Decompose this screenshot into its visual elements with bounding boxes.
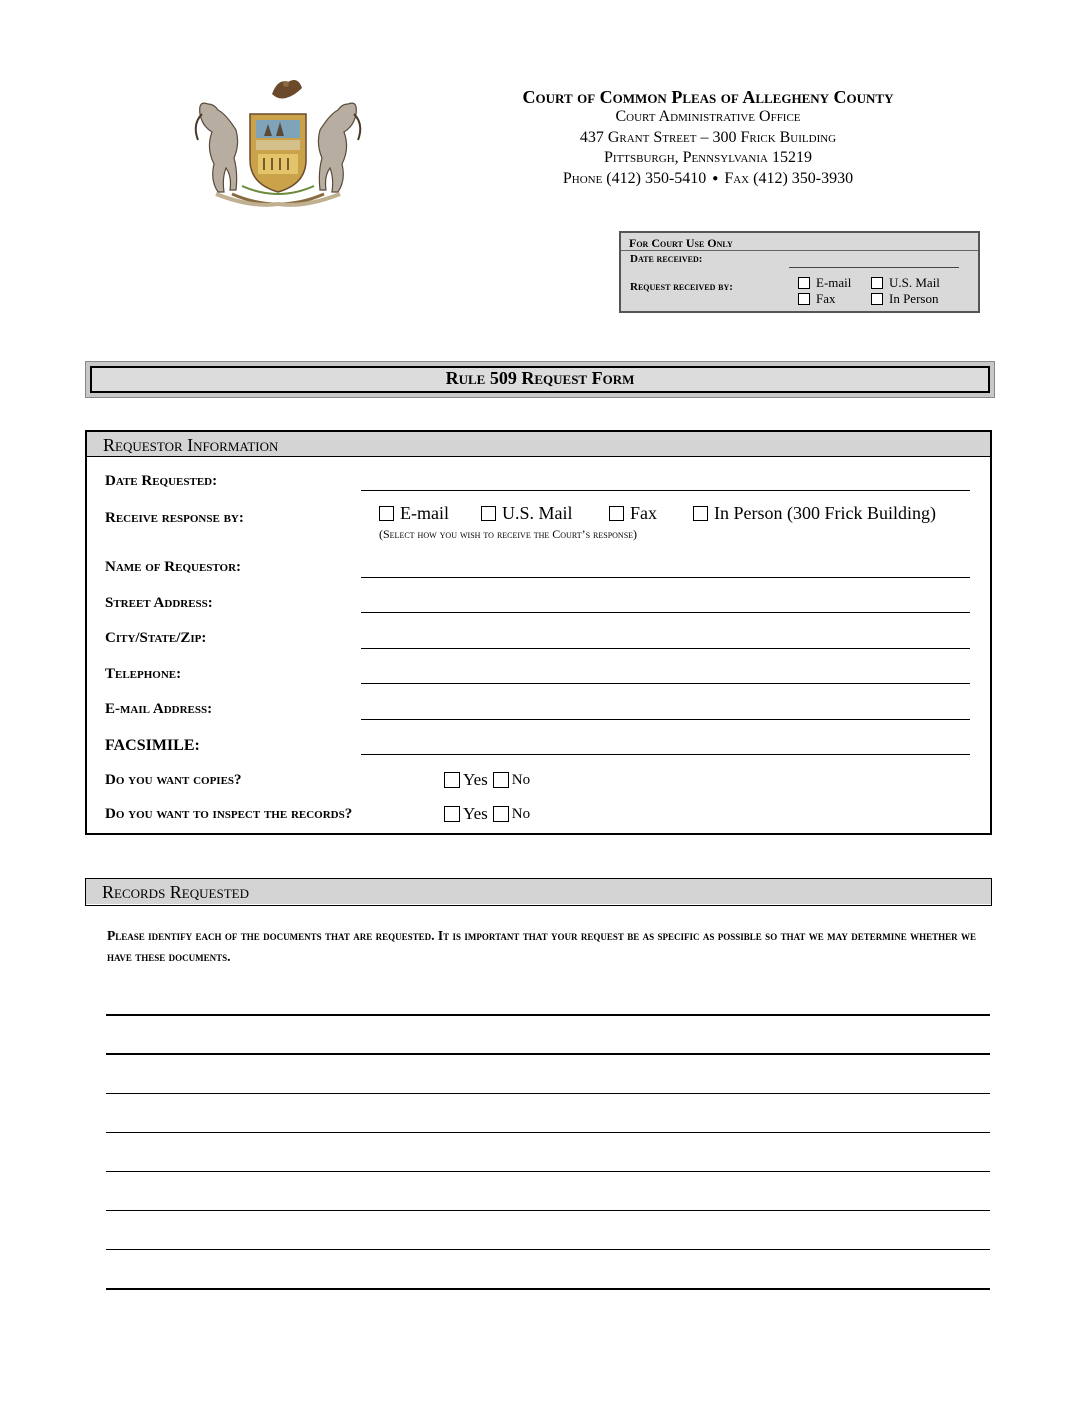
court-use-box (619, 231, 980, 313)
court-fax: Fax (412) 350-3930 (724, 170, 854, 187)
inspect-yes-checkbox[interactable] (444, 806, 460, 822)
fax-field[interactable] (361, 754, 970, 755)
court-option-fax[interactable]: Fax (798, 291, 836, 307)
form-title-bar (85, 361, 995, 398)
request-received-label: Request received by: (630, 281, 733, 293)
court-use-divider (621, 250, 978, 251)
checkbox[interactable] (798, 293, 810, 305)
copies-label: Do you want copies? (105, 772, 242, 788)
name-label: Name of Requestor: (105, 559, 242, 575)
checkbox[interactable] (481, 506, 496, 521)
form-title: Rule 509 Request Form (445, 368, 635, 388)
receive-response-label: Receive response by: (105, 510, 244, 526)
copies-yes-label: Yes (463, 770, 488, 789)
inspect-options (444, 804, 530, 824)
record-line[interactable] (106, 1093, 990, 1094)
record-line[interactable] (106, 1014, 990, 1016)
name-field[interactable] (361, 577, 970, 578)
records-heading: Records Requested (102, 882, 249, 902)
record-line[interactable] (106, 1210, 990, 1211)
court-phone: Phone (412) 350-5410 (562, 170, 707, 187)
date-requested-field[interactable] (361, 490, 970, 491)
email-label: E-mail Address: (105, 701, 213, 717)
requestor-heading: Requestor Information (103, 435, 279, 455)
court-city: Pittsburgh, Pennsylvania 15219 (604, 149, 812, 166)
email-field[interactable] (361, 719, 970, 720)
court-contact (400, 171, 1016, 187)
court-use-title: For Court Use Only (629, 236, 733, 250)
records-heading-box (85, 878, 992, 906)
requestor-heading-bar (87, 432, 990, 457)
date-requested-label: Date Requested: (105, 473, 218, 489)
city-label: City/State/Zip: (105, 630, 207, 646)
checkbox[interactable] (693, 506, 708, 521)
record-line[interactable] (106, 1249, 990, 1250)
court-option-email[interactable]: E-mail (798, 275, 851, 291)
court-name: Court of Common Pleas of Allegheny County (522, 87, 894, 107)
records-heading-bar (86, 879, 991, 904)
telephone-field[interactable] (361, 683, 970, 684)
records-instructions: Please identify each of the documents that are requested. It is important that your request be as specific as possible so that we may determine whether we have these documents. (107, 928, 976, 964)
copies-no-checkbox[interactable] (493, 772, 509, 788)
bullet-separator: ● (712, 173, 719, 184)
record-line[interactable] (106, 1053, 990, 1055)
copies-no-label: No (511, 771, 531, 788)
court-address: 437 Grant Street – 300 Frick Building (579, 129, 837, 146)
response-note: (Select how you wish to receive the Court’s response) (379, 527, 638, 541)
record-line[interactable] (106, 1132, 990, 1133)
inspect-no-checkbox[interactable] (493, 806, 509, 822)
checkbox[interactable] (798, 277, 810, 289)
checkbox[interactable] (871, 277, 883, 289)
record-line[interactable] (106, 1171, 990, 1172)
copies-options (444, 770, 530, 790)
checkbox[interactable] (871, 293, 883, 305)
record-line[interactable] (106, 1288, 990, 1290)
inspect-label: Do you want to inspect the records? (105, 806, 353, 822)
date-received-line[interactable] (789, 267, 959, 268)
fax-label: FACSIMILE: (105, 737, 200, 754)
street-label: Street Address: (105, 595, 213, 611)
city-field[interactable] (361, 648, 970, 649)
court-option-mail[interactable]: U.S. Mail (871, 275, 940, 291)
checkbox[interactable] (609, 506, 624, 521)
inspect-yes-label: Yes (463, 804, 488, 823)
copies-yes-checkbox[interactable] (444, 772, 460, 788)
street-field[interactable] (361, 612, 970, 613)
response-option-in-person[interactable]: In Person (300 Frick Building) (693, 503, 936, 524)
court-option-in-person[interactable]: In Person (871, 291, 938, 307)
response-option-fax[interactable]: Fax (609, 503, 657, 524)
checkbox[interactable] (379, 506, 394, 521)
date-received-label: Date received: (630, 253, 703, 265)
telephone-label: Telephone: (105, 666, 182, 682)
response-option-email[interactable]: E-mail (379, 503, 449, 524)
inspect-no-label: No (511, 805, 531, 822)
coat-of-arms-seal (172, 74, 384, 212)
court-office: Court Administrative Office (615, 108, 801, 125)
response-option-mail[interactable]: U.S. Mail (481, 503, 573, 524)
